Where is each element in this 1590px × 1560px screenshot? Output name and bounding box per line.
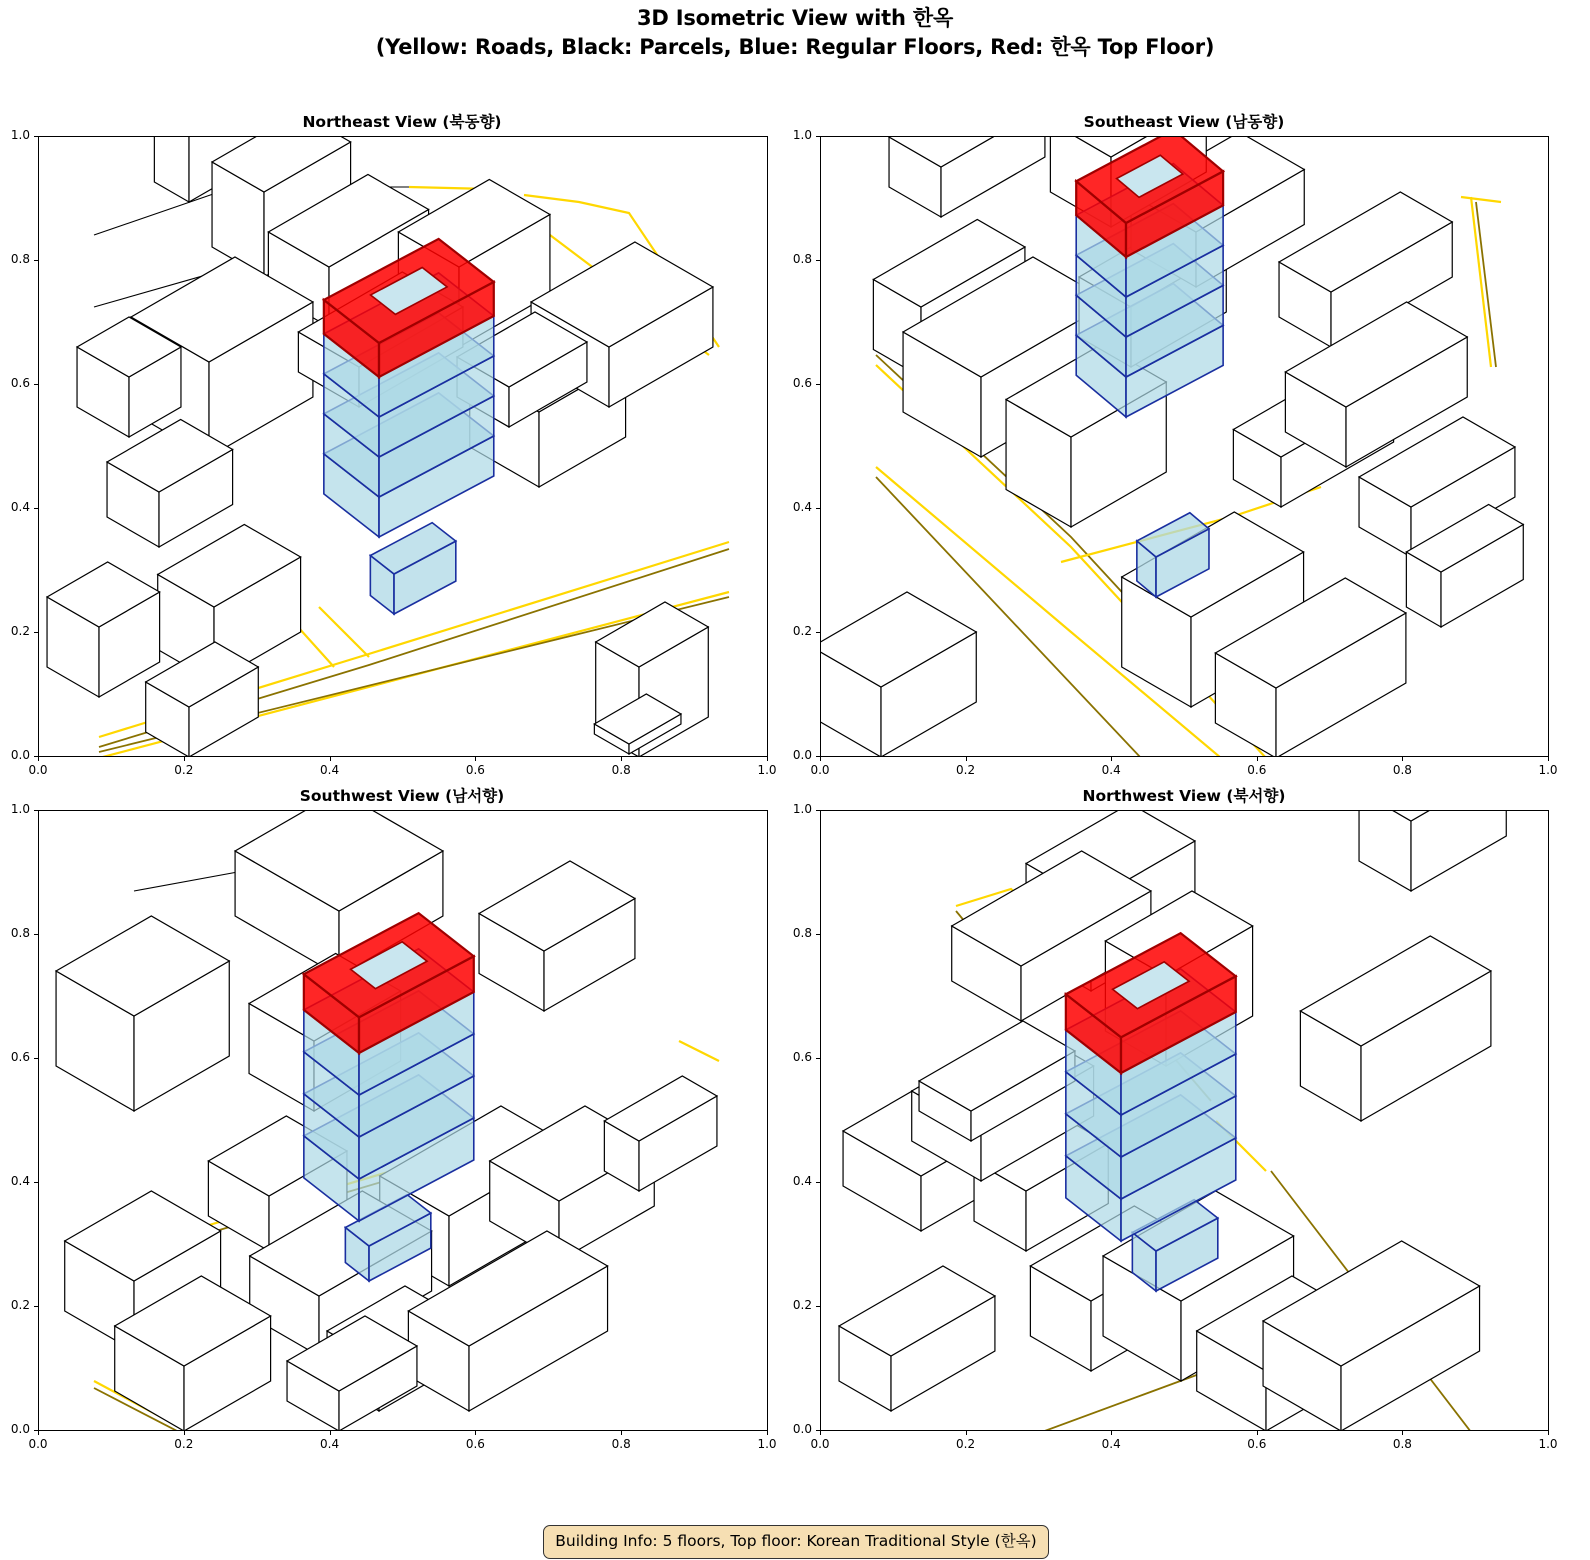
y-tick-mark bbox=[816, 1306, 820, 1307]
y-tick-mark bbox=[816, 810, 820, 811]
y-tick-label: 0.0 bbox=[792, 748, 812, 762]
y-tick-mark bbox=[34, 756, 38, 757]
y-tick-label: 0.0 bbox=[10, 1422, 30, 1436]
y-tick-label: 0.0 bbox=[10, 748, 30, 762]
x-tick-label: 0.2 bbox=[956, 763, 976, 777]
y-tick-label: 0.2 bbox=[792, 624, 812, 638]
y-tick-label: 0.4 bbox=[10, 1174, 30, 1188]
y-tick-mark bbox=[816, 384, 820, 385]
x-tick-label: 0.0 bbox=[28, 1437, 48, 1451]
panel-title-northeast: Northeast View (북동향) bbox=[302, 113, 502, 131]
southeast-isometric-drawing bbox=[821, 137, 1549, 757]
x-tick-mark bbox=[1402, 757, 1403, 761]
parcel-block-side bbox=[154, 137, 189, 202]
x-tick-mark bbox=[38, 757, 39, 761]
x-tick-mark bbox=[621, 1431, 622, 1435]
y-tick-mark bbox=[34, 384, 38, 385]
y-tick-mark bbox=[816, 934, 820, 935]
y-tick-label: 0.4 bbox=[10, 500, 30, 514]
y-tick-mark bbox=[34, 934, 38, 935]
x-tick-mark bbox=[1257, 757, 1258, 761]
x-tick-label: 0.0 bbox=[810, 1437, 830, 1451]
x-tick-mark bbox=[1548, 757, 1549, 761]
x-tick-mark bbox=[38, 1431, 39, 1435]
y-tick-label: 0.8 bbox=[792, 926, 812, 940]
northwest-isometric-drawing bbox=[821, 811, 1549, 1431]
panel-northeast-plot bbox=[38, 136, 768, 757]
panel-title-southeast: Southeast View (남동향) bbox=[1083, 113, 1285, 131]
x-tick-mark bbox=[330, 757, 331, 761]
y-tick-mark bbox=[34, 632, 38, 633]
y-tick-mark bbox=[34, 260, 38, 261]
northeast-isometric-drawing bbox=[39, 137, 768, 757]
x-tick-label: 1.0 bbox=[757, 763, 777, 777]
x-tick-mark bbox=[767, 757, 768, 761]
parcel-block-side bbox=[1411, 811, 1506, 891]
road-line bbox=[319, 607, 369, 657]
y-tick-label: 0.4 bbox=[792, 1174, 812, 1188]
figure-title bbox=[0, 4, 1590, 62]
y-tick-mark bbox=[816, 508, 820, 509]
x-tick-mark bbox=[621, 757, 622, 761]
x-tick-label: 0.6 bbox=[1247, 1437, 1267, 1451]
x-tick-label: 0.4 bbox=[320, 763, 340, 777]
x-tick-label: 0.4 bbox=[320, 1437, 340, 1451]
y-tick-mark bbox=[816, 1058, 820, 1059]
x-tick-mark bbox=[1111, 757, 1112, 761]
x-tick-label: 0.8 bbox=[611, 1437, 631, 1451]
x-tick-label: 0.4 bbox=[1101, 763, 1121, 777]
road-line bbox=[1471, 197, 1491, 367]
x-tick-label: 1.0 bbox=[1538, 763, 1558, 777]
y-tick-label: 0.2 bbox=[10, 624, 30, 638]
y-tick-label: 0.0 bbox=[792, 1422, 812, 1436]
x-tick-mark bbox=[966, 1431, 967, 1435]
y-tick-mark bbox=[816, 1430, 820, 1431]
y-tick-label: 1.0 bbox=[10, 802, 30, 816]
road-edge-line bbox=[1031, 1366, 1221, 1431]
x-tick-label: 1.0 bbox=[1538, 1437, 1558, 1451]
y-tick-mark bbox=[34, 508, 38, 509]
panel-title-southwest: Southwest View (남서향) bbox=[299, 787, 505, 805]
panel-northwest-plot bbox=[820, 810, 1549, 1431]
x-tick-label: 0.6 bbox=[465, 763, 485, 777]
x-tick-label: 0.0 bbox=[810, 763, 830, 777]
x-tick-mark bbox=[330, 1431, 331, 1435]
x-tick-label: 0.6 bbox=[465, 1437, 485, 1451]
y-tick-label: 0.6 bbox=[792, 1050, 812, 1064]
x-tick-mark bbox=[475, 1431, 476, 1435]
x-tick-mark bbox=[475, 757, 476, 761]
x-tick-label: 0.8 bbox=[1392, 1437, 1412, 1451]
parcel-block-side bbox=[1359, 811, 1411, 891]
y-tick-label: 0.4 bbox=[792, 500, 812, 514]
x-tick-label: 0.2 bbox=[174, 763, 194, 777]
building-info-box: Building Info: 5 floors, Top floor: Korean Traditional Style (한옥) bbox=[543, 1525, 1049, 1559]
x-tick-mark bbox=[1402, 1431, 1403, 1435]
y-tick-label: 0.6 bbox=[792, 376, 812, 390]
y-tick-label: 1.0 bbox=[792, 802, 812, 816]
x-tick-mark bbox=[1111, 1431, 1112, 1435]
y-tick-label: 0.8 bbox=[10, 926, 30, 940]
y-tick-label: 1.0 bbox=[10, 128, 30, 142]
y-tick-mark bbox=[816, 136, 820, 137]
y-tick-label: 0.6 bbox=[10, 376, 30, 390]
x-tick-mark bbox=[1257, 1431, 1258, 1435]
figure-title-line-1: 3D Isometric View with 한옥 bbox=[636, 6, 954, 30]
y-tick-mark bbox=[34, 1058, 38, 1059]
y-tick-label: 0.8 bbox=[10, 252, 30, 266]
y-tick-mark bbox=[34, 136, 38, 137]
y-tick-label: 0.8 bbox=[792, 252, 812, 266]
y-tick-mark bbox=[34, 1182, 38, 1183]
y-tick-label: 1.0 bbox=[792, 128, 812, 142]
x-tick-label: 0.2 bbox=[956, 1437, 976, 1451]
x-tick-mark bbox=[1548, 1431, 1549, 1435]
x-tick-mark bbox=[820, 757, 821, 761]
panel-southwest-plot bbox=[38, 810, 768, 1431]
x-tick-mark bbox=[184, 757, 185, 761]
road-line bbox=[679, 1041, 719, 1061]
panel-southeast-plot bbox=[820, 136, 1549, 757]
y-tick-mark bbox=[816, 632, 820, 633]
x-tick-mark bbox=[820, 1431, 821, 1435]
figure-title-line-2: (Yellow: Roads, Black: Parcels, Blue: Regular Floors, Red: 한옥 Top Floor) bbox=[375, 35, 1215, 59]
x-tick-label: 0.4 bbox=[1101, 1437, 1121, 1451]
x-tick-mark bbox=[767, 1431, 768, 1435]
road-edge-line bbox=[1476, 202, 1496, 367]
x-tick-label: 0.6 bbox=[1247, 763, 1267, 777]
y-tick-label: 0.6 bbox=[10, 1050, 30, 1064]
x-tick-label: 0.2 bbox=[174, 1437, 194, 1451]
x-tick-label: 0.8 bbox=[1392, 763, 1412, 777]
y-tick-mark bbox=[816, 1182, 820, 1183]
x-tick-mark bbox=[966, 757, 967, 761]
southwest-isometric-drawing bbox=[39, 811, 768, 1431]
x-tick-mark bbox=[184, 1431, 185, 1435]
road-line bbox=[1461, 197, 1501, 202]
x-tick-label: 1.0 bbox=[757, 1437, 777, 1451]
y-tick-mark bbox=[34, 1306, 38, 1307]
y-tick-label: 0.2 bbox=[792, 1298, 812, 1312]
y-tick-mark bbox=[34, 1430, 38, 1431]
y-tick-mark bbox=[34, 810, 38, 811]
x-tick-label: 0.8 bbox=[611, 763, 631, 777]
x-tick-label: 0.0 bbox=[28, 763, 48, 777]
y-tick-mark bbox=[816, 260, 820, 261]
y-tick-label: 0.2 bbox=[10, 1298, 30, 1312]
y-tick-mark bbox=[816, 756, 820, 757]
panel-title-northwest: Northwest View (북서향) bbox=[1082, 787, 1286, 805]
